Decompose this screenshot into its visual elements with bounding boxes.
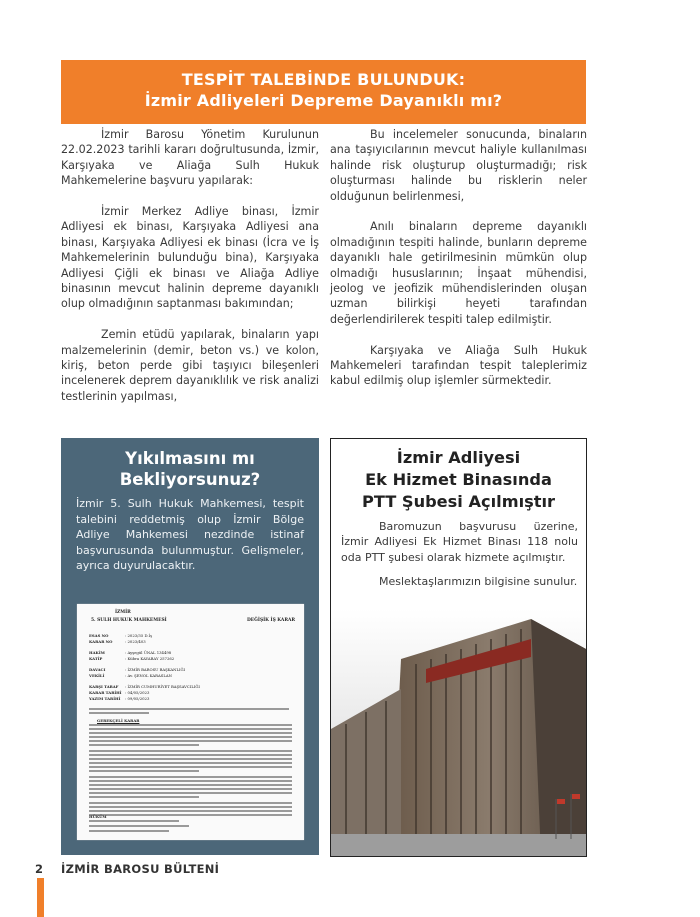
text-line xyxy=(89,770,199,772)
document-row-value: : İZMİR CUMHURİYET BAŞSAVCILIĞI xyxy=(125,684,200,689)
text-line xyxy=(89,762,292,764)
paragraph: Baromuzun başvurusu üzerine, İzmir Adliyesi Ek Hizmet Binası 118 nolu oda PTT şubesi olarak hizmete açılmıştır. xyxy=(341,520,578,564)
document-row-value: : Kübra KAYABAY 257262 xyxy=(125,656,175,661)
document-row xyxy=(89,634,152,639)
text-line xyxy=(89,758,292,760)
text-line xyxy=(89,740,292,742)
decision-type: DEĞİŞİK İŞ KARAR xyxy=(247,618,296,623)
document-row-label: DAVACI xyxy=(89,667,106,672)
box-body: İzmir 5. Sulh Hukuk Mahkemesi, tespit talebini reddetmiş olup İzmir Bölge Adliye Mahkemesi nezdinde istinaf başvurusunda bulunmuştur. Gelişmeler, ayrıca duyurulacaktır. xyxy=(76,497,304,572)
publication-title: İZMİR BAROSU BÜLTENİ xyxy=(61,862,220,876)
court-decision-document xyxy=(77,604,304,840)
box-body xyxy=(341,519,578,589)
document-row xyxy=(89,674,172,679)
document-row-label: KARAR NO xyxy=(89,639,113,644)
document-row-value: : 2023/35 D.İş xyxy=(125,633,153,638)
verdict-heading: HÜKÜM xyxy=(89,814,107,819)
text-line xyxy=(89,736,292,738)
document-row-label: ESAS NO xyxy=(89,633,109,638)
paragraph: İzmir Barosu Yönetim Kurulunun 22.02.2023 tarihli kararı doğrultusunda, İzmir, Karşıyaka ve Aliağa Sulh Hukuk Mahkemelerine başvuru yapılarak: xyxy=(61,128,319,188)
text-line xyxy=(89,750,292,752)
paragraph: Anılı binaların depreme dayanıklı olmadığının tespiti halinde, bunların depreme dayanıklı hale getirilmesinin mümkün olup olmadığı hususlarının; İnşaat mühendisi, jeolog ve jeofizik mühendislerinden oluşan uzman bilirkişi heyeti tarafından değerlendirilerek tespiti talep edilmiştir. xyxy=(330,220,587,326)
box-title-line: Bekliyorsunuz? xyxy=(119,470,261,489)
box-title-line: PTT Şubesi Açılmıştır xyxy=(361,492,556,511)
document-row-value: : Av. ŞENOL KARASLAN xyxy=(125,673,172,678)
text-line xyxy=(89,744,199,746)
document-row-value: : İZMİR BAROSU BAŞKANLIĞI xyxy=(125,667,186,672)
text-line xyxy=(89,802,292,804)
text-line xyxy=(89,784,292,786)
text-line xyxy=(89,754,292,756)
box-title-line: Ek Hizmet Binasında xyxy=(365,470,552,489)
court-name: 5. SULH HUKUK MAHKEMESİ xyxy=(91,618,167,623)
document-row-label: YAZIM TARİHİ xyxy=(89,696,121,701)
text-line xyxy=(89,792,292,794)
document-row xyxy=(89,697,149,702)
banner-heading: TESPİT TALEBİNDE BULUNDUK: xyxy=(181,70,466,89)
text-line xyxy=(89,712,149,714)
text-line xyxy=(89,814,292,816)
text-line xyxy=(89,830,169,832)
text-line xyxy=(89,732,292,734)
document-row-label: KATİP xyxy=(89,656,103,661)
text-line xyxy=(89,820,179,822)
text-line xyxy=(89,780,292,782)
box-title xyxy=(61,448,319,490)
text-line xyxy=(89,728,292,730)
left-text-column xyxy=(61,127,319,420)
document-row-label: HAKİM xyxy=(89,650,105,655)
document-row xyxy=(89,691,149,696)
document-row-value: : 09/05/2023 xyxy=(125,696,150,701)
document-row-value: : 04/05/2023 xyxy=(125,690,150,695)
paragraph: Zemin etüdü yapılarak, binaların yapı malzemelerinin (demir, beton vs.) ve kolon, kiriş, beton perde gibi taşıyıcı bileşenleri incelenerek deprem dayanıklılık ve risk analizi testlerinin yapılması, xyxy=(61,328,319,403)
document-row-value: : 2023/403 xyxy=(125,639,146,644)
text-line xyxy=(89,788,292,790)
document-row xyxy=(89,685,200,690)
document-row xyxy=(89,640,146,645)
document-row xyxy=(89,651,171,656)
title-banner xyxy=(61,60,586,124)
document-row xyxy=(89,657,174,662)
box-title-line: Yıkılmasını mı xyxy=(125,449,255,468)
ptt-branch-box xyxy=(330,438,587,857)
banner-subheading: İzmir Adliyeleri Depreme Dayanıklı mı? xyxy=(144,91,503,110)
paragraph: Karşıyaka ve Aliağa Sulh Hukuk Mahkemeleri tarafından tespit taleplerimiz kabul edilmiş olup işlemler sürmektedir. xyxy=(330,343,587,388)
text-line xyxy=(89,806,292,808)
page-number: 2 xyxy=(35,862,44,876)
courthouse-photo xyxy=(331,609,586,856)
document-row xyxy=(89,668,185,673)
footer-accent-bar xyxy=(37,878,44,917)
box-title xyxy=(331,447,586,513)
document-row-label: KARŞI TARAF xyxy=(89,684,119,689)
paragraph: İzmir Merkez Adliye binası, İzmir Adliyesi ek binası, Karşıyaka Adliyesi ana binası, Karşıyaka Adliyesi ek binası (İcra ve İş Mahkemelerinin bulunduğu bina), Karşıyaka Adliyesi Çiğli ek binası ve Aliağa Adliye binasının mevcut halinin depreme dayanıklı olup olmadığının saptanması bakımından; xyxy=(61,205,319,311)
text-line xyxy=(89,766,292,768)
text-line xyxy=(89,724,292,726)
paragraph: Bu incelemeler sonucunda, binaların ana taşıyıcılarının mevcut haliyle kullanılması halinde risk oluşturup oluşturmadığı; risk oluşturması halinde bu risklerin neler olduğunun belirlenmesi, xyxy=(330,128,587,203)
paragraph: Meslektaşlarımızın bilgisine sunulur. xyxy=(379,574,578,588)
text-line xyxy=(89,810,292,812)
reasoning-heading: GEREKÇELİ KARAR xyxy=(97,718,140,723)
box-title-line: İzmir Adliyesi xyxy=(396,448,521,467)
document-row-label: VEKİLİ xyxy=(89,673,105,678)
document-row-value: : Ayşegül ÜNAL 134498 xyxy=(125,650,172,655)
text-line xyxy=(89,825,189,827)
text-line xyxy=(89,796,199,798)
text-line xyxy=(89,708,289,710)
document-row-label: KARAR TARİHİ xyxy=(89,690,122,695)
text-line xyxy=(89,776,292,778)
court-city: İZMİR xyxy=(115,610,131,615)
right-text-column xyxy=(330,127,587,404)
